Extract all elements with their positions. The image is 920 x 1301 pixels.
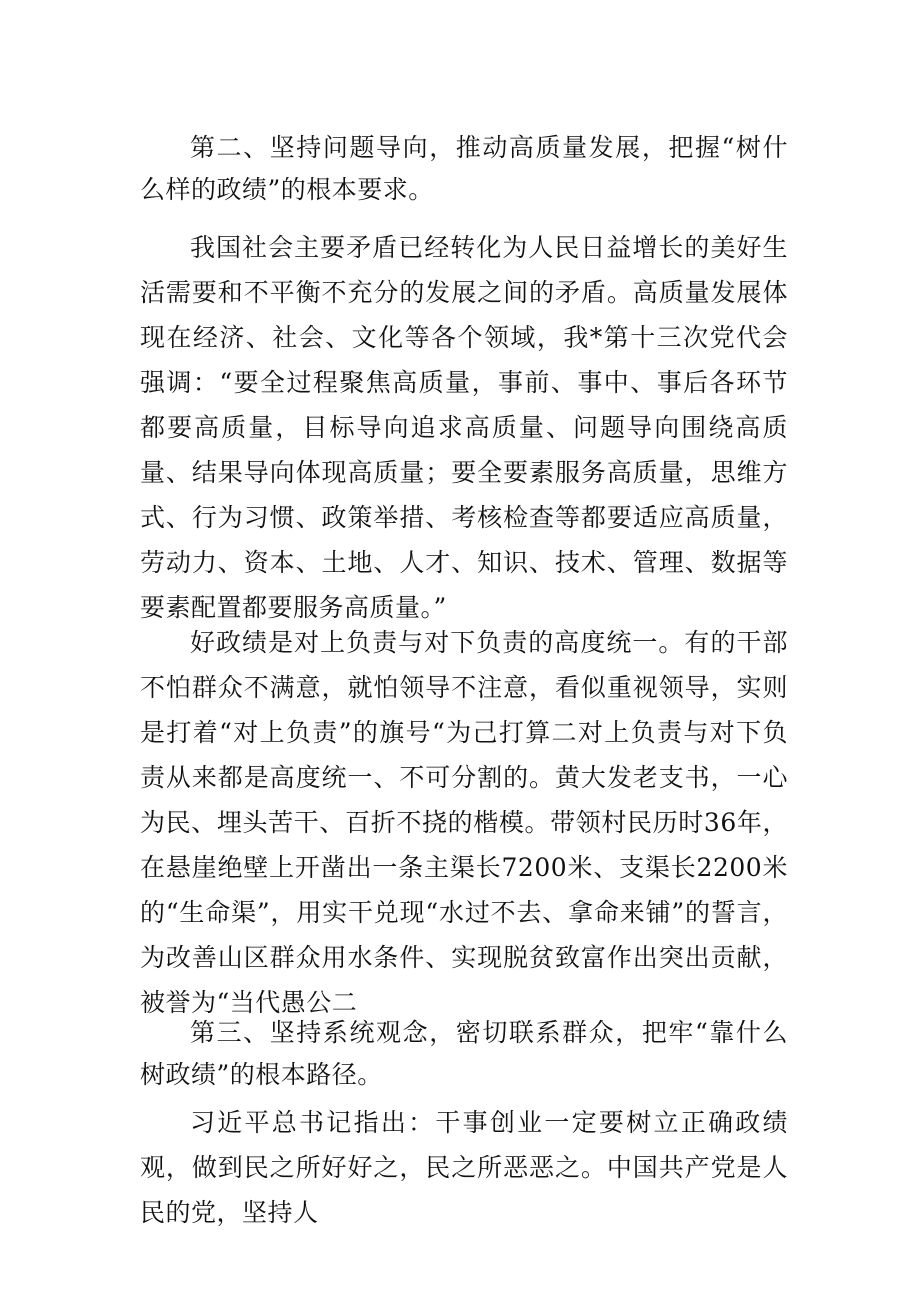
paragraph-principal-contradiction: 我国社会主要矛盾已经转化为人民日益增长的美好生活需要和不平衡不充分的发展之间的矛盾。高质量发展体现在经济、社会、文化等各个领域，我*第十三次党代会强调：“要全过程聚焦高质量，事前、事中、事后各环节都要高质量，目标导向追求高质量、问题导向围绕高质量、结果导向体现高质量；要全要素服务高质量，思维方式、行为习惯、政策举措、考核检查等都要适应高质量，劳动力、资本、土地、人才、知识、技术、管理、数据等要素配置都要服务高质量。” [140, 233, 788, 622]
section-heading-second: 第二、坚持问题导向，推动高质量发展，把握“树什么样的政绩”的根本要求。 [140, 133, 788, 204]
section-heading-third: 第三、坚持系统观念，密切联系群众，把牢“靠什么树政绩”的根本路径。 [140, 1018, 788, 1089]
paragraph-xi-quote: 习近平总书记指出：干事创业一定要树立正确政绩观，做到民之所好好之，民之所恶恶之。中国共产党是人民的党，坚持人 [140, 1108, 788, 1227]
paragraph-good-performance: 好政绩是对上负责与对下负责的高度统一。有的干部不怕群众不满意，就怕领导不注意，看似重视领导，实则是打着“对上负责”的旗号“为己打算二对上负责与对下负责从来都是高度统一、不可分割的。黄大发老支书，一心为民、埋头苦干、百折不挠的楷模。带领村民历时36年，在悬崖绝壁上开凿出一条主渠长7200米、支渠长2200米的“生命渠”，用实干兑现“水过不去、拿命来铺”的誓言，为改善山区群众用水条件、实现脱贫致富作出突出贡献，被誉为“当代愚公二 [140, 628, 788, 1017]
